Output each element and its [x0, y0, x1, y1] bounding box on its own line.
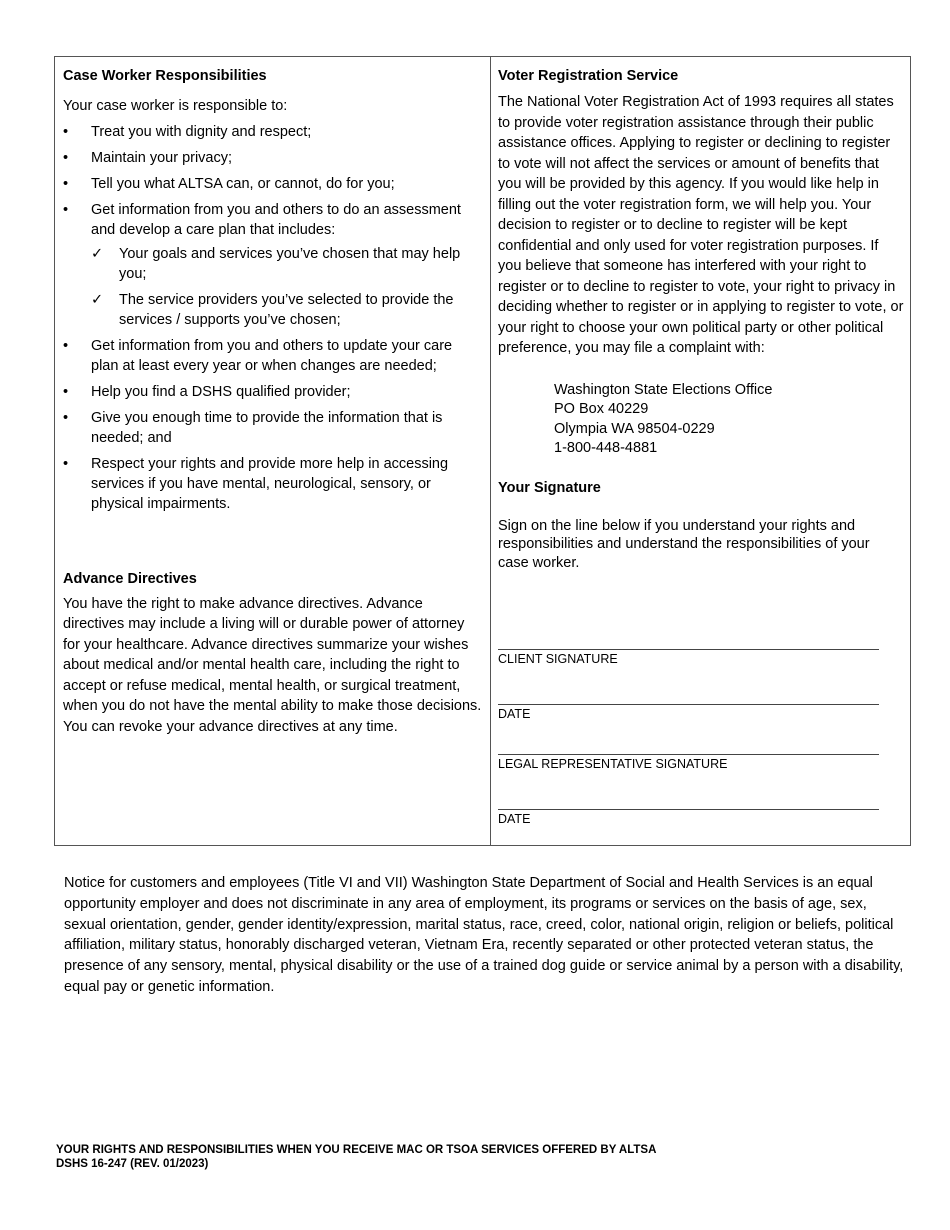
signature-line[interactable]: [498, 754, 879, 755]
list-item: • Get information from you and others to do an assessment and develop a care plan that includes: ✓ Your goals and services you’ve chosen that may help you; ✓ The service providers you’ve selected to provide the services / supports you’ve chosen;: [63, 200, 483, 330]
sub-list-item: ✓ Your goals and services you’ve chosen that may help you;: [91, 245, 461, 282]
voter-registration-heading: Voter Registration Service: [498, 68, 679, 84]
signature-instructions: Sign on the line below if you understand your rights and responsibilities and understand the responsibilities of your case worker.: [498, 517, 870, 571]
client-signature-field[interactable]: [498, 649, 879, 667]
bullet-icon: •: [63, 455, 69, 472]
case-worker-heading: Case Worker Responsibilities: [63, 68, 267, 84]
date-label: DATE: [498, 812, 531, 826]
bullet-icon: •: [63, 201, 69, 218]
bullet-icon: •: [63, 409, 69, 426]
voter-registration-text: The National Voter Registration Act of 1993 requires all states to provide voter registration assistance through their public assistance offices. Applying to register or declining to register to vote will not affect the services or amount of benefits that you will be provided by this agency. If you would like help in filling out the voter registration form, we will help you. Your decision to register or to decline to register will be kept confidential and only used for voter registration purposes. If you believe that someone has interfered with your right to register or to decline to register to vote, your right to privacy in deciding whether to register or in applying to register to vote, or your right to choose your own political party or other political preference, you may file a complaint with:: [498, 94, 904, 356]
elections-office-address: Washington State Elections Office PO Box 40229 Olympia WA 98504-0229 1-800-448-4881: [554, 381, 773, 456]
date-label: DATE: [498, 707, 531, 721]
bullet-icon: •: [63, 149, 69, 166]
signature-line[interactable]: [498, 704, 879, 705]
bullet-icon: •: [63, 175, 69, 192]
list-item: • Help you find a DSHS qualified provider;: [63, 383, 351, 400]
bullet-icon: •: [63, 337, 69, 354]
signature-line[interactable]: [498, 809, 879, 810]
list-item: • Treat you with dignity and respect;: [63, 123, 312, 140]
content-table: [54, 56, 911, 846]
right-column: [498, 67, 904, 572]
sub-list-item: ✓ The service providers you’ve selected to provide the services / supports you’ve chosen;: [91, 291, 454, 328]
form-footer: [56, 1143, 656, 1171]
signature-line[interactable]: [498, 649, 879, 650]
list-item: • Maintain your privacy;: [63, 149, 233, 166]
legal-rep-date-field[interactable]: [498, 809, 879, 827]
list-item: • Give you enough time to provide the information that is needed; and: [63, 409, 443, 446]
care-plan-sublist: [91, 244, 483, 330]
nondiscrimination-notice: Notice for customers and employees (Title VI and VII) Washington State Department of Social and Health Services is an equal opportunity employer and does not discriminate in any area of employment, its programs or services on the basis of age, sex, sexual orientation, gender, gender identity/expression, marital status, race, creed, color, national origin, religion or beliefs, political affiliation, military status, honorably discharged veteran, Vietnam Era, recently separated or other protected veteran status, the presence of any sensory, mental, physical disability or the use of a trained dog guide or service animal by a person with a disability, equal pay or genetic information.: [64, 875, 904, 995]
client-signature-label: CLIENT SIGNATURE: [498, 652, 618, 666]
list-item: • Get information from you and others to update your care plan at least every year or when changes are needed;: [63, 337, 453, 374]
list-item: • Tell you what ALTSA can, or cannot, do for you;: [63, 175, 395, 192]
checkmark-icon: ✓: [91, 291, 104, 308]
signature-heading: Your Signature: [498, 479, 601, 496]
list-item: • Respect your rights and provide more help in accessing services if you have mental, neurological, sensory, or physical impairments.: [63, 455, 449, 512]
column-divider: [490, 57, 491, 845]
bullet-icon: •: [63, 123, 69, 140]
legal-rep-signature-label: LEGAL REPRESENTATIVE SIGNATURE: [498, 757, 728, 771]
responsibility-list: [63, 122, 483, 514]
form-title: YOUR RIGHTS AND RESPONSIBILITIES WHEN YOU RECEIVE MAC OR TSOA SERVICES OFFERED BY ALTSA: [56, 1144, 657, 1156]
advance-directives-text: You have the right to make advance directives. Advance directives may include a living will or durable power of attorney for your healthcare. Advance directives summarize your wishes about medical and/or mental health care, including the right to accept or refuse medical, mental health, or surgical treatment, when you do not have the mental ability to make those decisions. You can revoke your advance directives at any time.: [63, 595, 482, 735]
bullet-icon: •: [63, 383, 69, 400]
advance-directives-heading: Advance Directives: [63, 570, 197, 587]
client-date-field[interactable]: [498, 704, 879, 722]
checkmark-icon: ✓: [91, 245, 104, 262]
left-column: [63, 67, 483, 737]
case-worker-intro: Your case worker is responsible to:: [63, 98, 288, 114]
form-number: DSHS 16-247 (REV. 01/2023): [56, 1158, 209, 1170]
legal-rep-signature-field[interactable]: [498, 754, 879, 772]
